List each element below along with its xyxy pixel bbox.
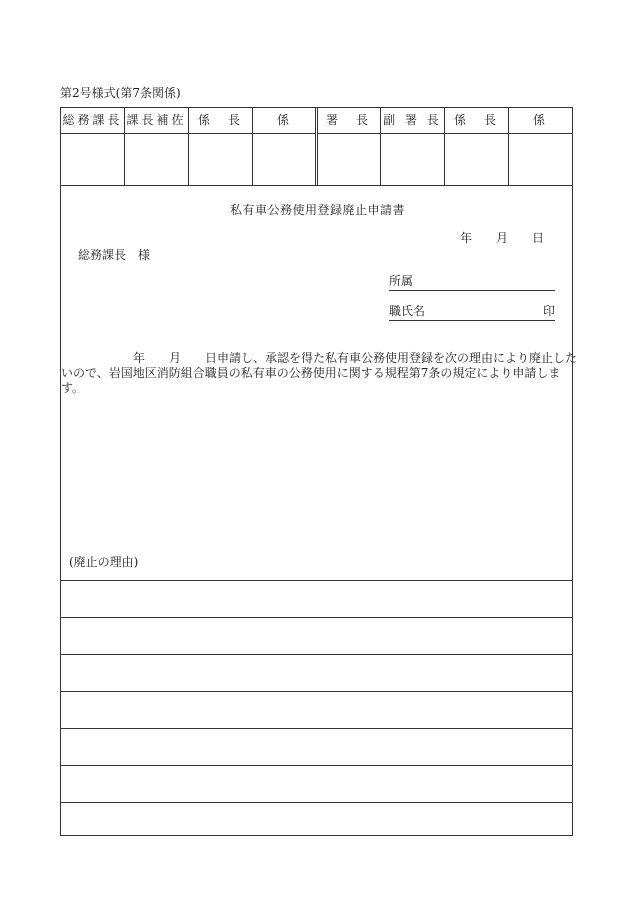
reason-line[interactable]	[61, 802, 572, 839]
stamp-header-general-affairs-chief: 総務課長	[61, 108, 125, 134]
reason-line[interactable]	[61, 654, 572, 691]
stamp-box	[61, 134, 125, 186]
seal-mark: 印	[542, 304, 555, 318]
stamp-header-station-chief: 署 長	[317, 108, 381, 134]
reason-line[interactable]	[61, 728, 572, 765]
stamp-header-section-chief: 係 長	[189, 108, 253, 134]
reason-line[interactable]	[61, 580, 572, 617]
reason-lines[interactable]	[61, 580, 572, 839]
stamp-header-deputy-chief: 課長補佐	[125, 108, 189, 134]
affiliation-field[interactable]	[389, 275, 555, 291]
stamp-box	[381, 134, 445, 186]
stamp-box	[189, 134, 253, 186]
application-statement: 年 月 日申請し、承認を得た私有車公務使用登録を次の理由により廃止した いので、岩国地区消防組合職員の私有車の公務使用に関する規程第7条の規定により申請しま す。	[61, 351, 578, 395]
name-label: 職氏名	[389, 304, 426, 318]
stamp-group-divider	[315, 108, 318, 186]
reason-line[interactable]	[61, 617, 572, 654]
document-title: 私有車公務使用登録廃止申請書	[229, 203, 405, 217]
stamp-header-deputy-station-chief: 副 署 長	[381, 108, 445, 134]
date-field[interactable]: 年 月 日	[459, 231, 544, 245]
affiliation-label: 所属	[389, 274, 414, 288]
application-body	[60, 185, 578, 836]
reason-label: (廃止の理由)	[69, 555, 139, 569]
form-number: 第2号様式(第7条関係)	[60, 86, 181, 100]
stamp-box	[445, 134, 509, 186]
addressee: 総務課長 様	[78, 248, 151, 262]
stamp-header-staff: 係	[253, 108, 317, 134]
approval-stamp-table	[60, 107, 573, 185]
stamp-box	[125, 134, 189, 186]
name-field[interactable]	[389, 305, 555, 321]
stamp-header-station-section-chief: 係 長	[445, 108, 509, 134]
stamp-box	[253, 134, 317, 186]
stamp-box	[317, 134, 381, 186]
stamp-header-station-staff: 係	[509, 108, 572, 134]
reason-line[interactable]	[61, 691, 572, 728]
reason-line[interactable]	[61, 765, 572, 802]
stamp-box	[509, 134, 572, 186]
